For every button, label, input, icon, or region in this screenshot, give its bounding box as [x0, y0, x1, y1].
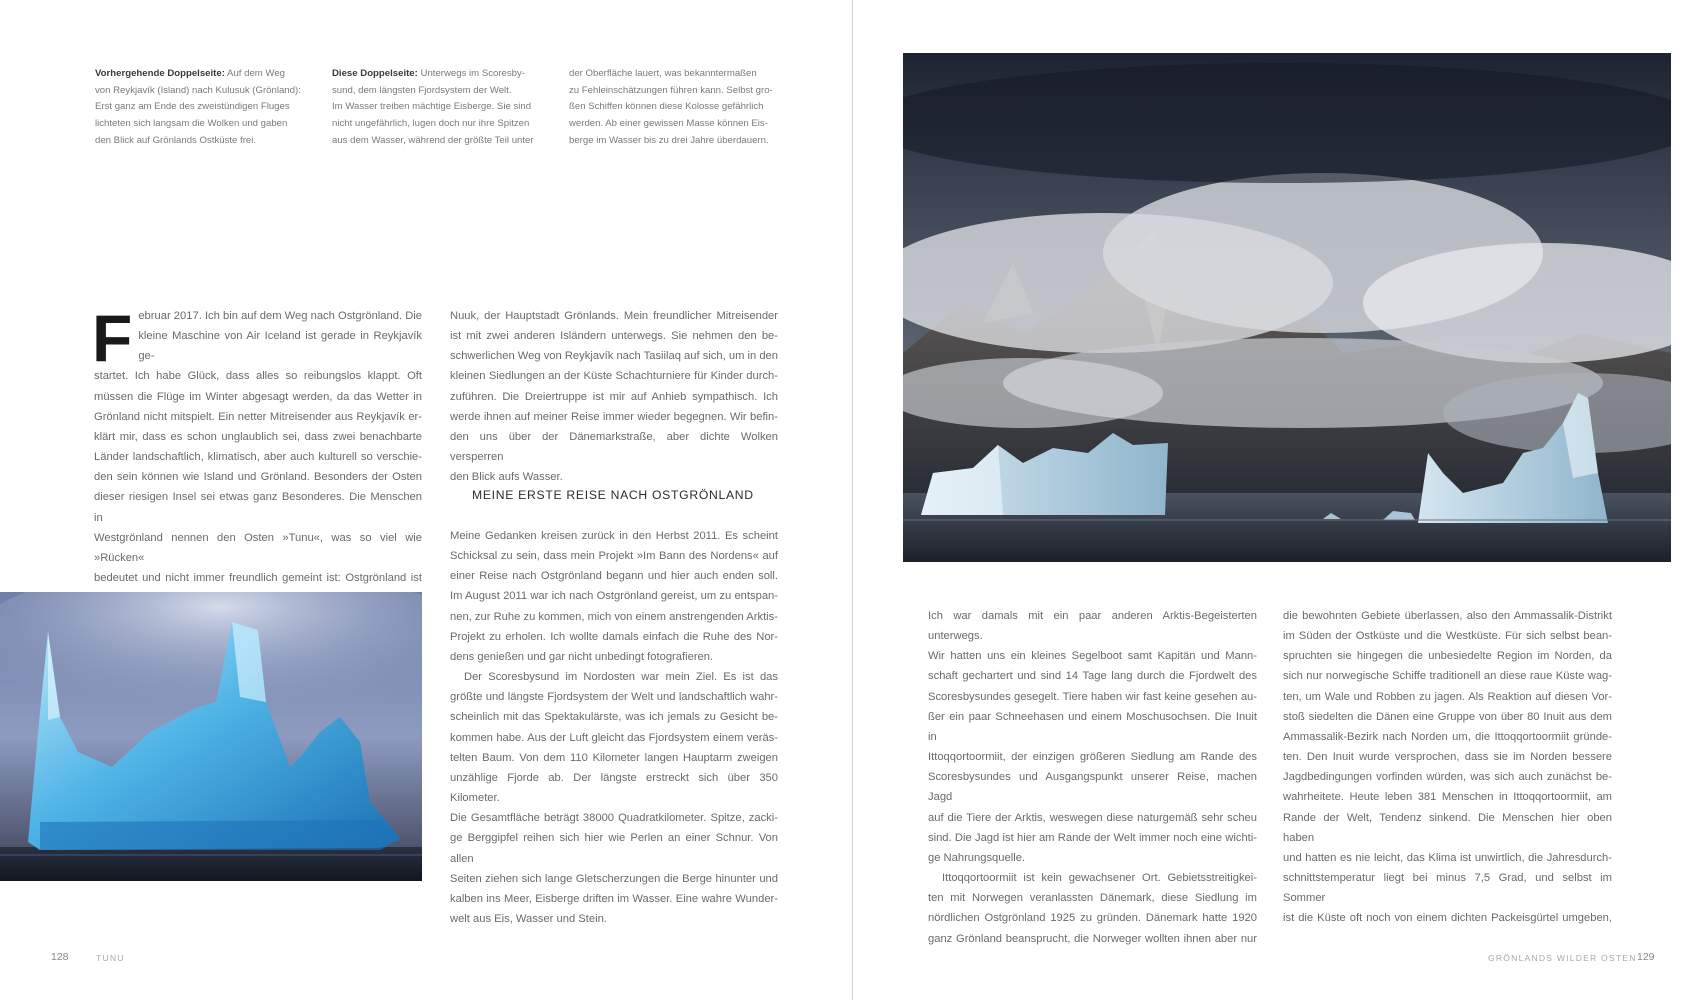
text-line: schaft gechartert und sind 14 Tage lang durch die Fjordwelt des — [928, 670, 1257, 683]
text-line: sich nur norwegische Schiffe traditionell an diese raue Küste wag- — [1283, 670, 1612, 683]
text-line: klärt mir, dass es schon unglaublich sei, dass zwei benachbarte — [94, 430, 422, 443]
drop-cap: F — [92, 301, 133, 375]
text-line: welt aus Eis, Wasser und Stein. — [450, 912, 607, 925]
text-line: kleine Maschine von Air Iceland ist gerade in Reykjavík ge- — [138, 330, 422, 363]
text-line: wahrheitete. Heute leben 381 Menschen in Ittoqqortoormiit, am — [1283, 791, 1612, 804]
text-line: Scoresbysundes und Ausgangspunkt unserer Reise, machen Jagd — [928, 771, 1257, 804]
text-line: ist mit zwei anderen Isländern unterwegs. Sie nehmen den be- — [450, 330, 778, 343]
caption-line: aus dem Wasser, während der größte Teil unter — [332, 134, 534, 146]
text-line: Seiten ziehen sich lange Gletscherzungen die Berge hinunter und — [450, 872, 778, 885]
text-line: müssen die Flüge im Winter abgesagt werden, da das Wetter in — [94, 390, 422, 403]
text-line: nördlichen Ostgrönland 1925 zu gründen. Dänemark hatte 1920 — [928, 912, 1257, 925]
caption-line: den Blick auf Grönlands Ostküste frei. — [95, 134, 257, 146]
text-line: den Blick aufs Wasser. — [450, 471, 563, 484]
text-line: ebruar 2017. Ich bin auf dem Weg nach Ostgrönland. Die — [138, 310, 422, 322]
page-number-right: 129 — [1637, 951, 1655, 963]
text-line: spruchten sie hingegen die unbesiedelte Region im Norden, da — [1283, 650, 1612, 663]
text-line: ist die Küste oft noch von einem dichten Packeisgürtel umgeben, — [1283, 912, 1612, 925]
text-line: Im August 2011 war ich nach Ostgrönland gereist, um zu entspan- — [450, 590, 778, 603]
text-line: Ittoqqortoormiit ist kein gewachsener Ort. Gebietsstreitigkei- — [942, 872, 1257, 885]
running-head-left: TUNU — [96, 953, 125, 963]
text-line: Der Scoresbysund im Nordosten war mein Ziel. Es ist das — [464, 671, 778, 684]
caption-label: Diese Doppelseite: — [332, 68, 418, 79]
text-line: kleinen Siedlungen an der Küste Schachturniere für Kinder durch- — [450, 370, 778, 383]
text-line: startet. Ich habe Glück, dass alles so reibungslos klappt. Oft — [94, 370, 422, 383]
caption-line: Erst ganz am Ende des zweistündigen Fluges — [95, 101, 290, 113]
caption-previous-spread — [95, 66, 305, 150]
text-line: Meine Gedanken kreisen zurück in den Herbst 2011. Es scheint — [450, 530, 778, 542]
text-line: zuführen. Die Dreiertruppe ist mir auf Anhieb sympathisch. Ich — [450, 390, 778, 403]
text-line: die bewohnten Gebiete überlassen, also den Ammassalik-Distrikt — [1283, 610, 1612, 622]
caption-label: Vorhergehende Doppelseite: — [95, 68, 225, 79]
section-heading: MEINE ERSTE REISE NACH OSTGRÖNLAND — [472, 488, 754, 502]
text-line: dens genießen und gar nicht unbedingt fotografieren. — [450, 650, 714, 663]
text-line: kalben ins Meer, Eisberge driften im Wasser. Eine wahre Wunder- — [450, 892, 778, 905]
text-line: ge Berggipfel reihen sich hier wie Perlen an einer Schnur. Von allen — [450, 832, 778, 865]
caption-line: zu Fehleinschätzungen führen kann. Selbst gro- — [569, 84, 773, 96]
text-line: Projekt zu erholen. Ich wollte damals einfach die Ruhe des Nor- — [450, 630, 778, 643]
caption-line: lichteten sich langsam die Wolken und gaben — [95, 118, 288, 130]
right-page-column-2 — [1283, 606, 1612, 929]
text-line: Schicksal zu sein, dass mein Projekt »Im Bann des Nordens« auf — [450, 550, 778, 563]
text-line: Wir hatten uns ein kleines Segelboot samt Kapitän und Mann- — [928, 650, 1257, 663]
fjord-landscape-graphic — [903, 53, 1671, 562]
page-number-left: 128 — [51, 951, 69, 963]
text-line: einer Reise nach Ostgrönland begann und hier auch enden soll. — [450, 570, 778, 583]
running-head-right: GRÖNLANDS WILDER OSTEN — [1488, 953, 1637, 963]
caption-this-spread — [332, 66, 547, 150]
text-line: ten mit Norwegen veranlassten Dänemark, diese Siedlung im — [928, 892, 1257, 905]
caption-line: der Oberfläche lauert, was bekanntermaßen — [569, 68, 757, 79]
fjord-landscape-photo — [903, 53, 1671, 562]
text-line: Länder landschaftlich, klimatisch, aber auch kulturell so verschie- — [94, 451, 422, 464]
text-line: ten, um Wale und Robben zu jagen. Als Reaktion auf diesen Vor- — [1283, 690, 1612, 703]
text-line: Die Gesamtfläche beträgt 38000 Quadratkilometer. Spitze, zacki- — [450, 812, 778, 825]
left-page-column-2-bottom — [450, 526, 778, 929]
text-line: Westgrönland nennen den Osten »Tunu«, was so viel wie »Rücken« — [94, 531, 422, 564]
text-line: ten. Den Inuit wurde versprochen, dass sie im Norden bessere — [1283, 751, 1612, 764]
text-line: stoß siedelten die Dänen eine Gruppe von über 80 Inuit aus dem — [1283, 710, 1612, 723]
text-line: kommen habe. Aus der Luft gleicht das Fjordsystem einem veräs- — [450, 731, 778, 744]
caption-line: ßen Schiffen können diese Kolosse gefährlich — [569, 101, 764, 113]
text-line: bedeutet und nicht immer freundlich gemeint ist: Ostgrönland ist — [94, 572, 422, 585]
caption-line: von Reykjavík (Island) nach Kulusuk (Grönland): — [95, 84, 301, 96]
text-line: auf die Tiere der Arktis, weswegen diese naturgemäß sehr scheu — [928, 811, 1257, 824]
text-line: dieser riesigen Insel sei etwas ganz Besonderes. Die Menschen in — [94, 491, 422, 524]
text-line: schwerlichen Weg von Reykjavík nach Tasiilaq auf sich, um in den — [450, 350, 778, 363]
caption-line: sund, dem längsten Fjordsystem der Welt. — [332, 84, 512, 96]
caption-line: berge im Wasser bis zu drei Jahre überdauern. — [569, 134, 769, 146]
text-line: ge Nahrungsquelle. — [928, 851, 1026, 864]
text-line: telten Baum. Von dem 110 Kilometer langen Hauptarm zweigen — [450, 751, 778, 764]
text-line: und hatten es nie leicht, das Klima ist unwirtlich, die Jahresdurch- — [1283, 851, 1612, 864]
right-page-column-1 — [928, 606, 1257, 949]
iceberg-photo-graphic — [0, 592, 422, 881]
text-line: Jagdbedingungen vorfinden würden, was sich auch zunächst be- — [1283, 771, 1612, 784]
text-line: Ammassalik-Bezirk nach Norden um, die Ittoqqortoormiit gründe- — [1283, 730, 1612, 743]
page-gutter — [852, 0, 853, 1000]
text-line: Ittoqqortoormiit, der einzigen größeren Siedlung am Rande des — [928, 751, 1257, 764]
text-line: Rande der Welt, Tendenz sinkend. Die Menschen hier oben haben — [1283, 811, 1612, 844]
text-line: schnittstemperatur liegt bei minus 7,5 Grad, und selbst im Sommer — [1283, 872, 1612, 905]
caption-line: Vorhergehende Doppelseite: Auf dem Weg — [95, 68, 285, 79]
caption-line: werden. Ab einer gewissen Masse können Eis- — [569, 118, 768, 130]
caption-line: Im Wasser treiben mächtige Eisberge. Sie sind — [332, 101, 532, 113]
text-line: Nuuk, der Hauptstadt Grönlands. Mein freundlicher Mitreisender — [450, 310, 778, 322]
caption-line: Diese Doppelseite: Unterwegs im Scoresby- — [332, 68, 526, 79]
iceberg-photo-left — [0, 592, 422, 881]
text-line: nen, zur Ruhe zu kommen, mich von einem anstrengenden Arktis- — [450, 610, 778, 623]
text-line: Scoresbysundes gesegelt. Tiere haben wir fast keine gesehen au- — [928, 690, 1257, 703]
caption-line: nicht ungefährlich, lugen doch nur ihre Spitzen — [332, 118, 530, 130]
text-line: größte und längste Fjordsystem der Welt und landschaftlich wahr- — [450, 691, 778, 704]
text-line: den sein können wie Island und Grönland. Besonders der Osten — [94, 471, 422, 484]
text-line: sind. Die Jagd ist hier am Rande der Welt immer noch eine wichti- — [928, 831, 1257, 844]
text-line: scheinlich mit das Spektakulärste, was ich jemals zu Gesicht be- — [450, 711, 778, 724]
text-line: den uns über der Dänemarkstraße, aber dichte Wolken versperren — [450, 430, 778, 464]
text-line: ganz Grönland beansprucht, die Norweger wollten ihnen aber nur — [928, 932, 1257, 945]
left-page-column-2-top — [450, 306, 778, 487]
text-line: Ich war damals mit ein paar anderen Arktis-Begeisterten unterwegs. — [928, 610, 1257, 643]
text-line: werde ihnen auf meiner Reise immer wieder begegnen. Wir befin- — [450, 410, 778, 423]
caption-continued — [569, 66, 784, 150]
text-line: unzählige Fjorde ab. Der längste erstreckt sich über 350 Kilometer. — [450, 771, 778, 805]
text-line: ßer ein paar Schneehasen und einem Moschusochsen. Die Inuit in — [928, 710, 1257, 743]
text-line: Grönland nicht mitspielt. Ein netter Mitreisender aus Reykjavík er- — [94, 410, 422, 423]
text-line: im Süden der Ostküste und die Westküste. Für sich selbst bean- — [1283, 630, 1612, 643]
